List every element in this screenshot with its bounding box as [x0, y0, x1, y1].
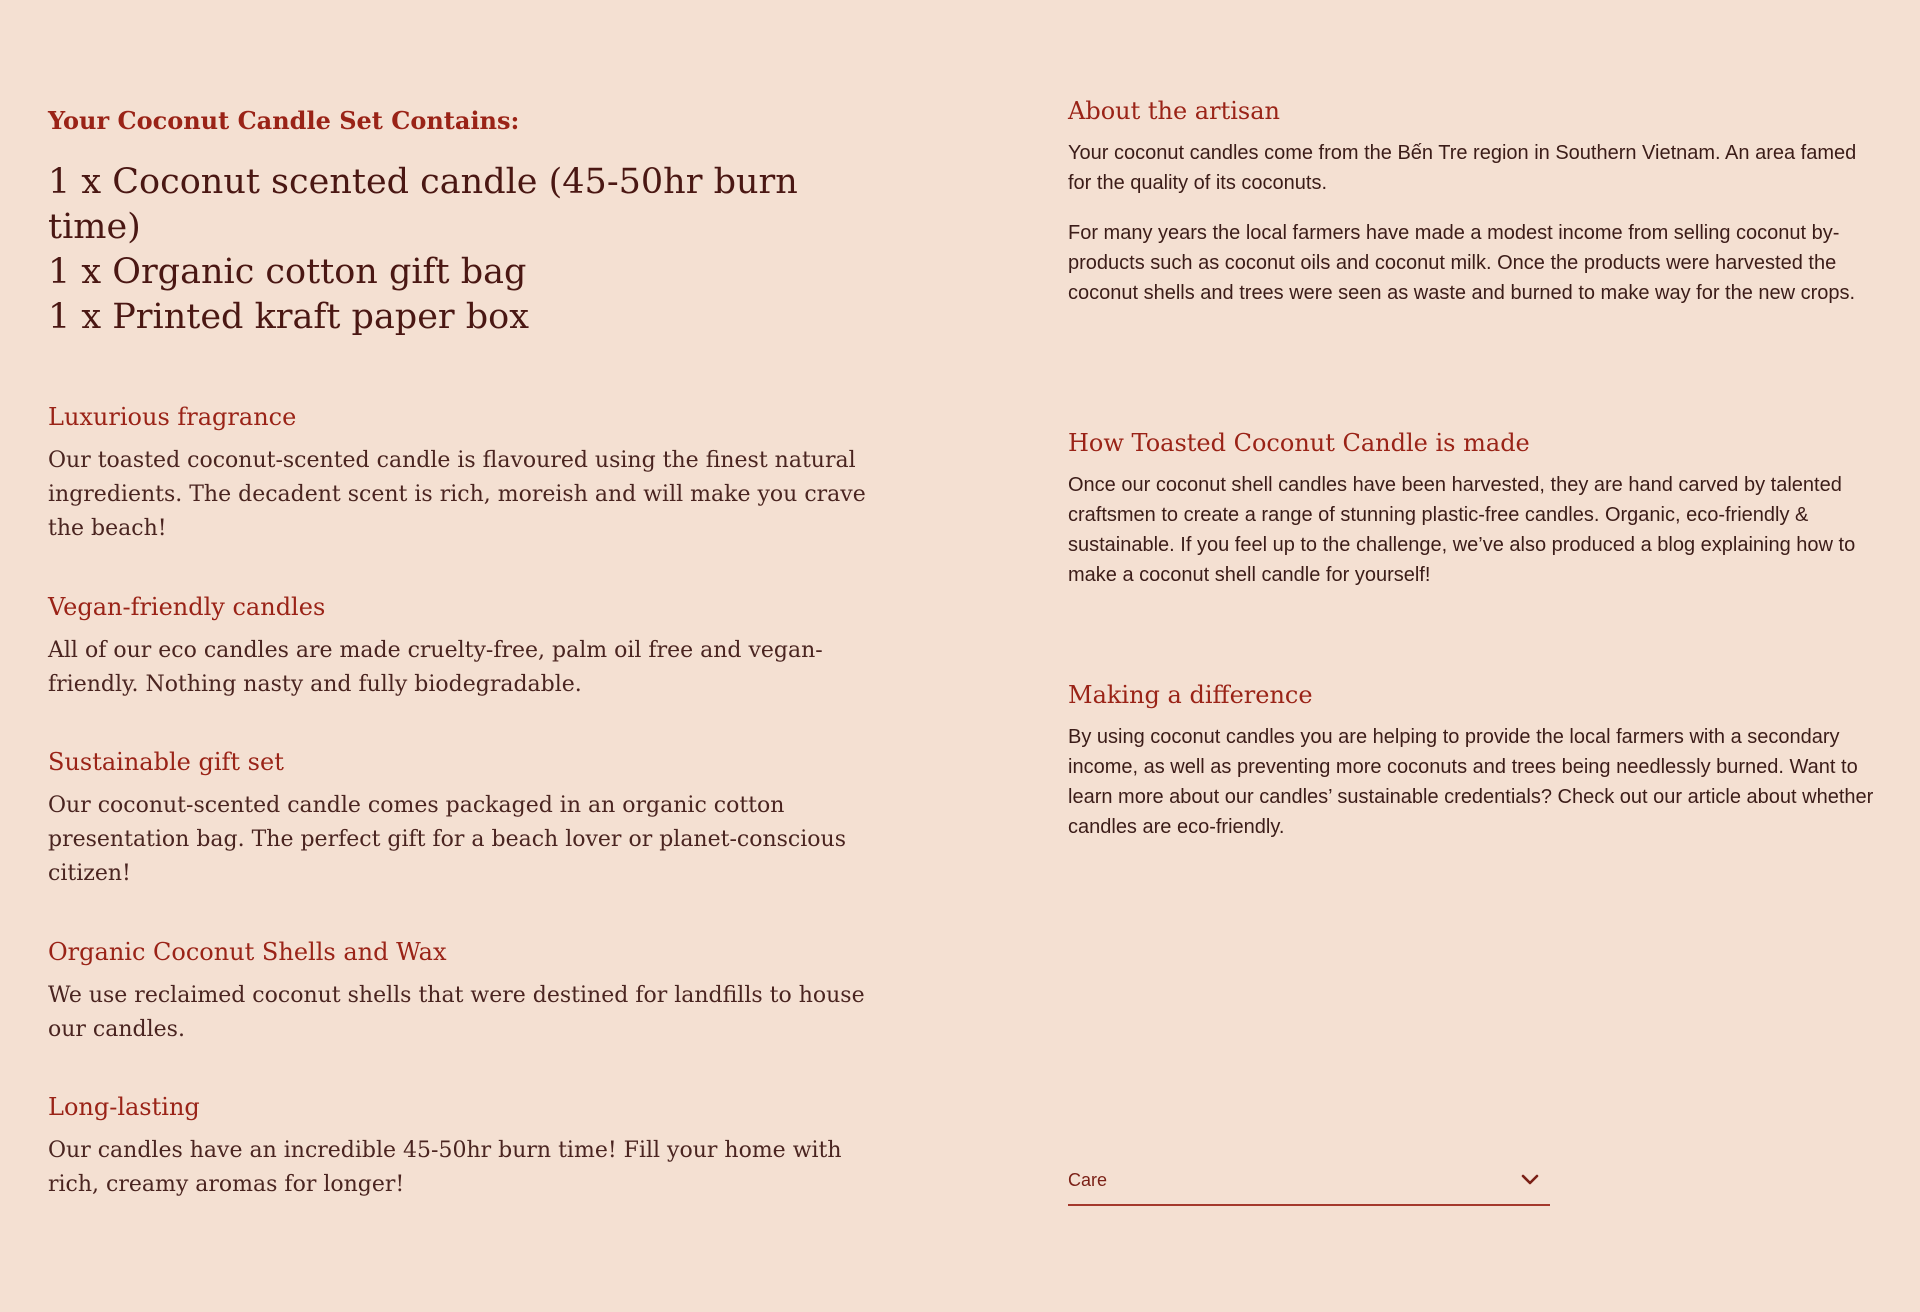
feature-body: All of our eco candles are made cruelty-free, palm oil free and vegan-friendly. Nothing nasty and fully biodegradable.	[48, 638, 823, 697]
care-dropdown-label: Care	[1068, 1170, 1108, 1190]
set-contents-list	[48, 160, 868, 340]
feature-luxurious-fragrance	[48, 400, 868, 546]
set-contents-heading: Your Coconut Candle Set Contains:	[48, 106, 520, 135]
section-title: How Toasted Coconut Candle is made	[1068, 429, 1530, 457]
section-paragraph: Your coconut candles come from the Bến Tre region in Southern Vietnam. An area famed for the quality of its coconuts.	[1068, 142, 1857, 194]
care-dropdown[interactable]	[1068, 1162, 1550, 1206]
feature-title: Long-lasting	[48, 1093, 200, 1121]
section-title: About the artisan	[1068, 97, 1280, 125]
set-item-candle: 1 x Coconut scented candle (45-50hr burn time)	[48, 162, 798, 247]
feature-title: Sustainable gift set	[48, 748, 284, 776]
how-made-section	[1068, 426, 1878, 590]
feature-body: We use reclaimed coconut shells that were destined for landfills to house our candles.	[48, 983, 865, 1042]
set-item-gift-bag: 1 x Organic cotton gift bag	[48, 252, 527, 292]
set-item-box: 1 x Printed kraft paper box	[48, 297, 529, 337]
feature-body: Our coconut-scented candle comes packaged in an organic cotton presentation bag. The perfect gift for a beach lover or planet-conscious citizen!	[48, 793, 846, 886]
feature-title: Organic Coconut Shells and Wax	[48, 938, 447, 966]
feature-sustainable-gift-set	[48, 745, 868, 891]
chevron-down-icon	[1520, 1170, 1540, 1190]
feature-title: Luxurious fragrance	[48, 403, 297, 431]
feature-long-lasting	[48, 1090, 868, 1202]
section-paragraph: By using coconut candles you are helping to provide the local farmers with a secondary income, as well as preventing more coconuts and trees being needlessly burned. Want to learn more about our candles’ sustainable credentials? Check out our article about whether candles are eco-friendly.	[1068, 726, 1874, 838]
making-difference-section	[1068, 678, 1878, 842]
feature-body: Our candles have an incredible 45-50hr burn time! Fill your home with rich, creamy aromas for longer!	[48, 1138, 842, 1197]
feature-organic-shells-wax	[48, 935, 868, 1047]
product-contents-column	[48, 104, 868, 1197]
section-paragraph: For many years the local farmers have made a modest income from selling coconut by-products such as coconut oils and coconut milk. Once the products were harvested the coconut shells and trees were seen as waste and burned to make way for the new crops.	[1068, 222, 1856, 304]
feature-title: Vegan-friendly candles	[48, 593, 326, 621]
feature-vegan-friendly	[48, 590, 868, 702]
section-title: Making a difference	[1068, 681, 1313, 709]
feature-body: Our toasted coconut-scented candle is flavoured using the finest natural ingredients. The decadent scent is rich, moreish and will make you crave the beach!	[48, 448, 866, 541]
section-paragraph: Once our coconut shell candles have been harvested, they are hand carved by talented craftsmen to create a range of stunning plastic-free candles. Organic, eco-friendly & sustainable. If you feel up to the challenge, we’ve also produced a blog explaining how to make a coconut shell candle for yourself!	[1068, 474, 1856, 586]
about-artisan-section	[1068, 94, 1878, 308]
